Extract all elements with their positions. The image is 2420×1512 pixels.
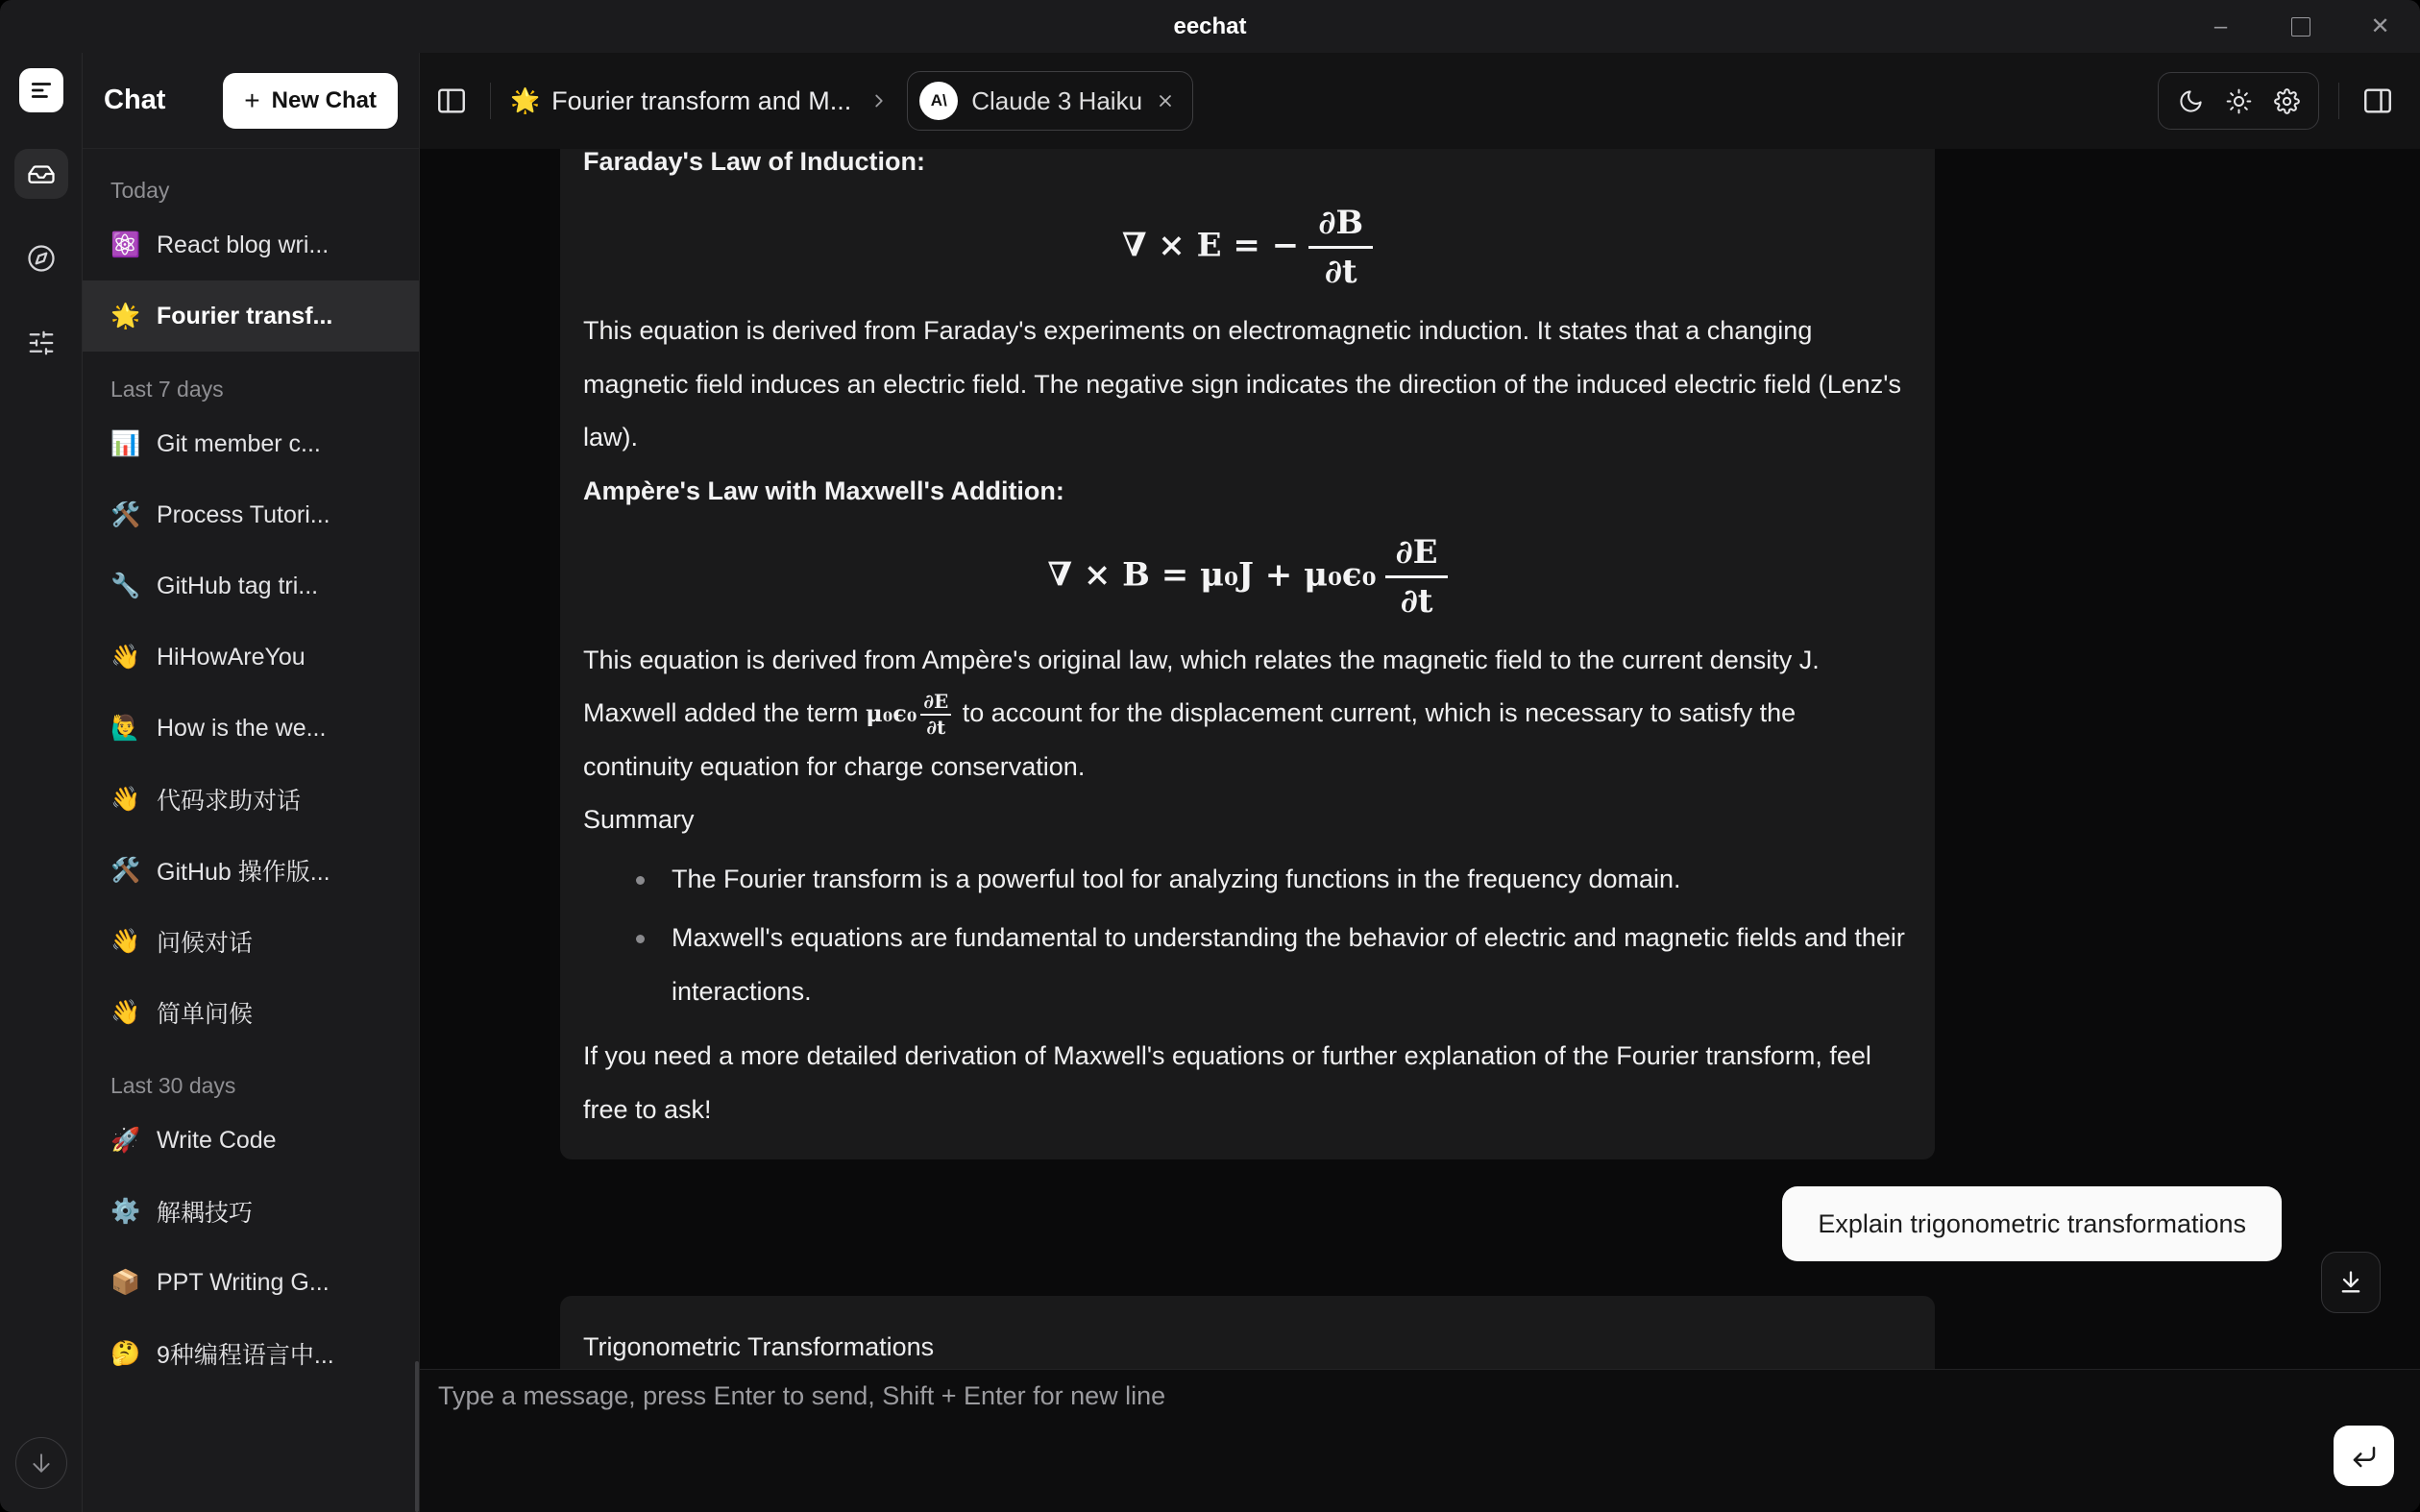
conversation-item-emoji: 👋 (110, 927, 141, 955)
sidebar-header (83, 53, 419, 149)
conversation-item-label: Write Code (157, 1126, 277, 1154)
summary-label: Summary (583, 805, 695, 834)
conversation-item-emoji: 🙋‍♂️ (110, 714, 141, 742)
window-title: eechat (1173, 12, 1247, 39)
model-selector[interactable] (907, 71, 1193, 131)
inline-fraction: $\frac{\partial E}{\partial t}$ (920, 691, 951, 739)
conversation-title: Fourier transform and M... (551, 85, 852, 115)
arrow-down-icon (29, 1451, 54, 1475)
equation-lhs: ∇ × B = μ₀J + μ₀ϵ₀ (1047, 555, 1377, 594)
plus-icon: + (244, 85, 260, 115)
composer (420, 1369, 2420, 1512)
inline-math: μ₀ϵ₀ (866, 699, 917, 727)
conversation-item[interactable] (83, 1176, 419, 1247)
equation-faraday (583, 204, 1912, 291)
remove-model-icon[interactable] (1156, 91, 1175, 110)
window-controls (2181, 0, 2420, 53)
conversation-item-label: PPT Writing G... (157, 1268, 330, 1296)
model-name: Claude 3 Haiku (971, 85, 1143, 115)
toggle-left-panel-button[interactable] (432, 82, 471, 120)
conversation-item-emoji: 👋 (110, 785, 141, 813)
sidebar-section (83, 178, 419, 352)
titlebar (0, 0, 2420, 53)
conversation-list (83, 149, 419, 1512)
conversation-item-emoji: 👋 (110, 998, 141, 1026)
system-theme-button[interactable] (2262, 82, 2310, 120)
message-input[interactable] (438, 1381, 2305, 1500)
fraction-denominator: ∂t (1324, 253, 1357, 291)
new-chat-button[interactable] (223, 73, 398, 129)
message-heading: Ampère's Law with Maxwell's Addition: (583, 476, 1064, 505)
conversation-emoji: 🌟 (510, 86, 541, 114)
summary-bullet-list (583, 853, 1912, 1019)
fraction-denominator: ∂t (1400, 581, 1433, 621)
conversation-item-emoji: ⚛️ (110, 231, 141, 258)
conversation-item[interactable] (83, 622, 419, 693)
send-button[interactable] (2334, 1426, 2394, 1486)
summary-bullet: Maxwell's equations are fundamental to understanding the behavior of electric and magnetic fields and their interactions. (583, 912, 1912, 1018)
conversation-item[interactable] (83, 479, 419, 550)
conversation-item-emoji: 👋 (110, 643, 141, 671)
minimize-icon: – (2213, 12, 2228, 39)
conversation-item-label: 简单问候 (157, 1001, 254, 1028)
conversation-item-label: React blog wri... (157, 231, 330, 258)
assistant-message (560, 149, 1935, 1159)
conversation-item-emoji: 🚀 (110, 1126, 141, 1154)
scroll-to-bottom-button[interactable] (2321, 1252, 2381, 1313)
message-paragraph: This equation is derived from Faraday's experiments on electromagnetic induction. It states that a changing magnetic field induces an electric field. The negative sign indicates the direction of the induced electric field (Lenz's law). (583, 316, 1901, 451)
compass-icon (27, 244, 56, 273)
sidebar-section (83, 377, 419, 1048)
panel-right-icon (2361, 85, 2394, 117)
new-chat-label: New Chat (271, 86, 377, 113)
section-label: Last 7 days (110, 377, 224, 402)
moon-icon (2178, 88, 2204, 114)
dark-theme-button[interactable] (2166, 82, 2214, 120)
app-logo (19, 68, 63, 112)
tabbar (420, 53, 2420, 149)
rail-scroll-down-button[interactable] (15, 1437, 67, 1489)
sidebar-item-settings[interactable] (14, 318, 68, 368)
conversation-item[interactable] (83, 906, 419, 977)
conversation-item[interactable] (83, 408, 419, 479)
sidebar-item-discover[interactable] (14, 233, 68, 283)
conversation-item-emoji: 🛠️ (110, 856, 141, 884)
conversation-item[interactable] (83, 209, 419, 280)
message-heading: Trigonometric Transformations (583, 1332, 935, 1361)
conversation-breadcrumb[interactable] (510, 86, 851, 116)
chevron-right-icon (868, 90, 890, 111)
maximize-button[interactable] (2261, 0, 2340, 53)
panel-left-icon (435, 85, 468, 117)
conversation-item-emoji: ⚙️ (110, 1197, 141, 1225)
fraction-numerator: ∂E (1385, 533, 1447, 578)
sidebar-section (83, 1073, 419, 1389)
summary-bullet: The Fourier transform is a powerful tool for analyzing functions in the frequency domain. (583, 853, 1912, 907)
conversation-item[interactable] (83, 1105, 419, 1176)
main-area (420, 53, 2420, 1512)
sidebar-scrollbar[interactable] (415, 1361, 419, 1512)
divider (2338, 83, 2339, 119)
section-label: Today (110, 178, 170, 203)
conversation-item-label: 解耦技巧 (157, 1200, 254, 1227)
conversation-item[interactable] (83, 764, 419, 835)
message-paragraph: This equation is derived from Ampère's original law, which relates the magnetic field to the current density J. Maxwell added the term μ₀ϵ₀ $\frac{\partial E}{\partial t}$ to account for the displacement current, which is necessary to satisfy the continuity equation for charge conservation. (583, 645, 1820, 781)
assistant-message (560, 1296, 1935, 1369)
sidebar-title: Chat (104, 85, 166, 115)
sun-icon (2226, 88, 2252, 114)
theme-switcher (2158, 72, 2319, 130)
inbox-icon (27, 159, 56, 188)
light-theme-button[interactable] (2214, 82, 2262, 120)
conversation-item-label: How is the we... (157, 714, 327, 742)
conversation-item-label: HiHowAreYou (157, 643, 306, 671)
close-icon: ✕ (2370, 13, 2390, 39)
text-lines-icon (29, 78, 54, 103)
conversation-item-emoji: 🌟 (110, 302, 141, 329)
equation-lhs: ∇ × E = − (1121, 226, 1300, 265)
icon-rail (0, 53, 83, 1512)
maximize-icon (2291, 17, 2310, 37)
conversation-item-label: Process Tutori... (157, 500, 330, 528)
user-message-bubble: Explain trigonometric transformations (1782, 1186, 2282, 1261)
conversation-item-label: GitHub tag tri... (157, 572, 319, 599)
conversation-item[interactable] (83, 835, 419, 906)
conversation-item-label: 问候对话 (157, 930, 254, 957)
minimize-button[interactable] (2181, 0, 2261, 53)
conversation-item[interactable] (83, 693, 419, 764)
section-label: Last 30 days (110, 1073, 236, 1098)
sidebar-item-chats[interactable] (14, 149, 68, 199)
conversation-item-label: Fourier transf... (157, 302, 333, 329)
conversation-item-label: 代码求助对话 (157, 788, 302, 815)
conversation-item[interactable] (83, 977, 419, 1048)
divider (490, 83, 491, 119)
fraction-numerator: ∂B (1308, 204, 1373, 249)
toggle-right-panel-button[interactable] (2359, 82, 2397, 120)
conversation-item-emoji: 🔧 (110, 572, 141, 599)
conversation-item-emoji: 📦 (110, 1268, 141, 1296)
enter-key-icon (2350, 1442, 2379, 1471)
conversation-item-label: Git member c... (157, 429, 321, 457)
download-arrow-icon (2337, 1269, 2364, 1296)
close-button[interactable] (2340, 0, 2420, 53)
conversation-item-emoji: 🛠️ (110, 500, 141, 528)
conversation-item[interactable] (83, 1318, 419, 1389)
conversation-sidebar (83, 53, 420, 1512)
chat-scroll-area[interactable] (420, 149, 2420, 1369)
message-closing: If you need a more detailed derivation of Maxwell's equations or further explanation of the Fourier transform, feel free to ask! (583, 1041, 1871, 1124)
message-heading: Faraday's Law of Induction: (583, 149, 925, 176)
ai-logo: A\ (919, 82, 958, 120)
equation-ampere (583, 533, 1912, 621)
conversation-item[interactable] (83, 550, 419, 622)
conversation-item[interactable] (83, 1247, 419, 1318)
sliders-icon (27, 329, 56, 357)
gear-icon (2274, 88, 2300, 114)
conversation-item-emoji: 📊 (110, 429, 141, 457)
conversation-item-label: 9种编程语言中... (157, 1342, 334, 1369)
conversation-item[interactable] (83, 280, 419, 352)
conversation-item-emoji: 🤔 (110, 1339, 141, 1367)
conversation-item-label: GitHub 操作版... (157, 859, 330, 886)
